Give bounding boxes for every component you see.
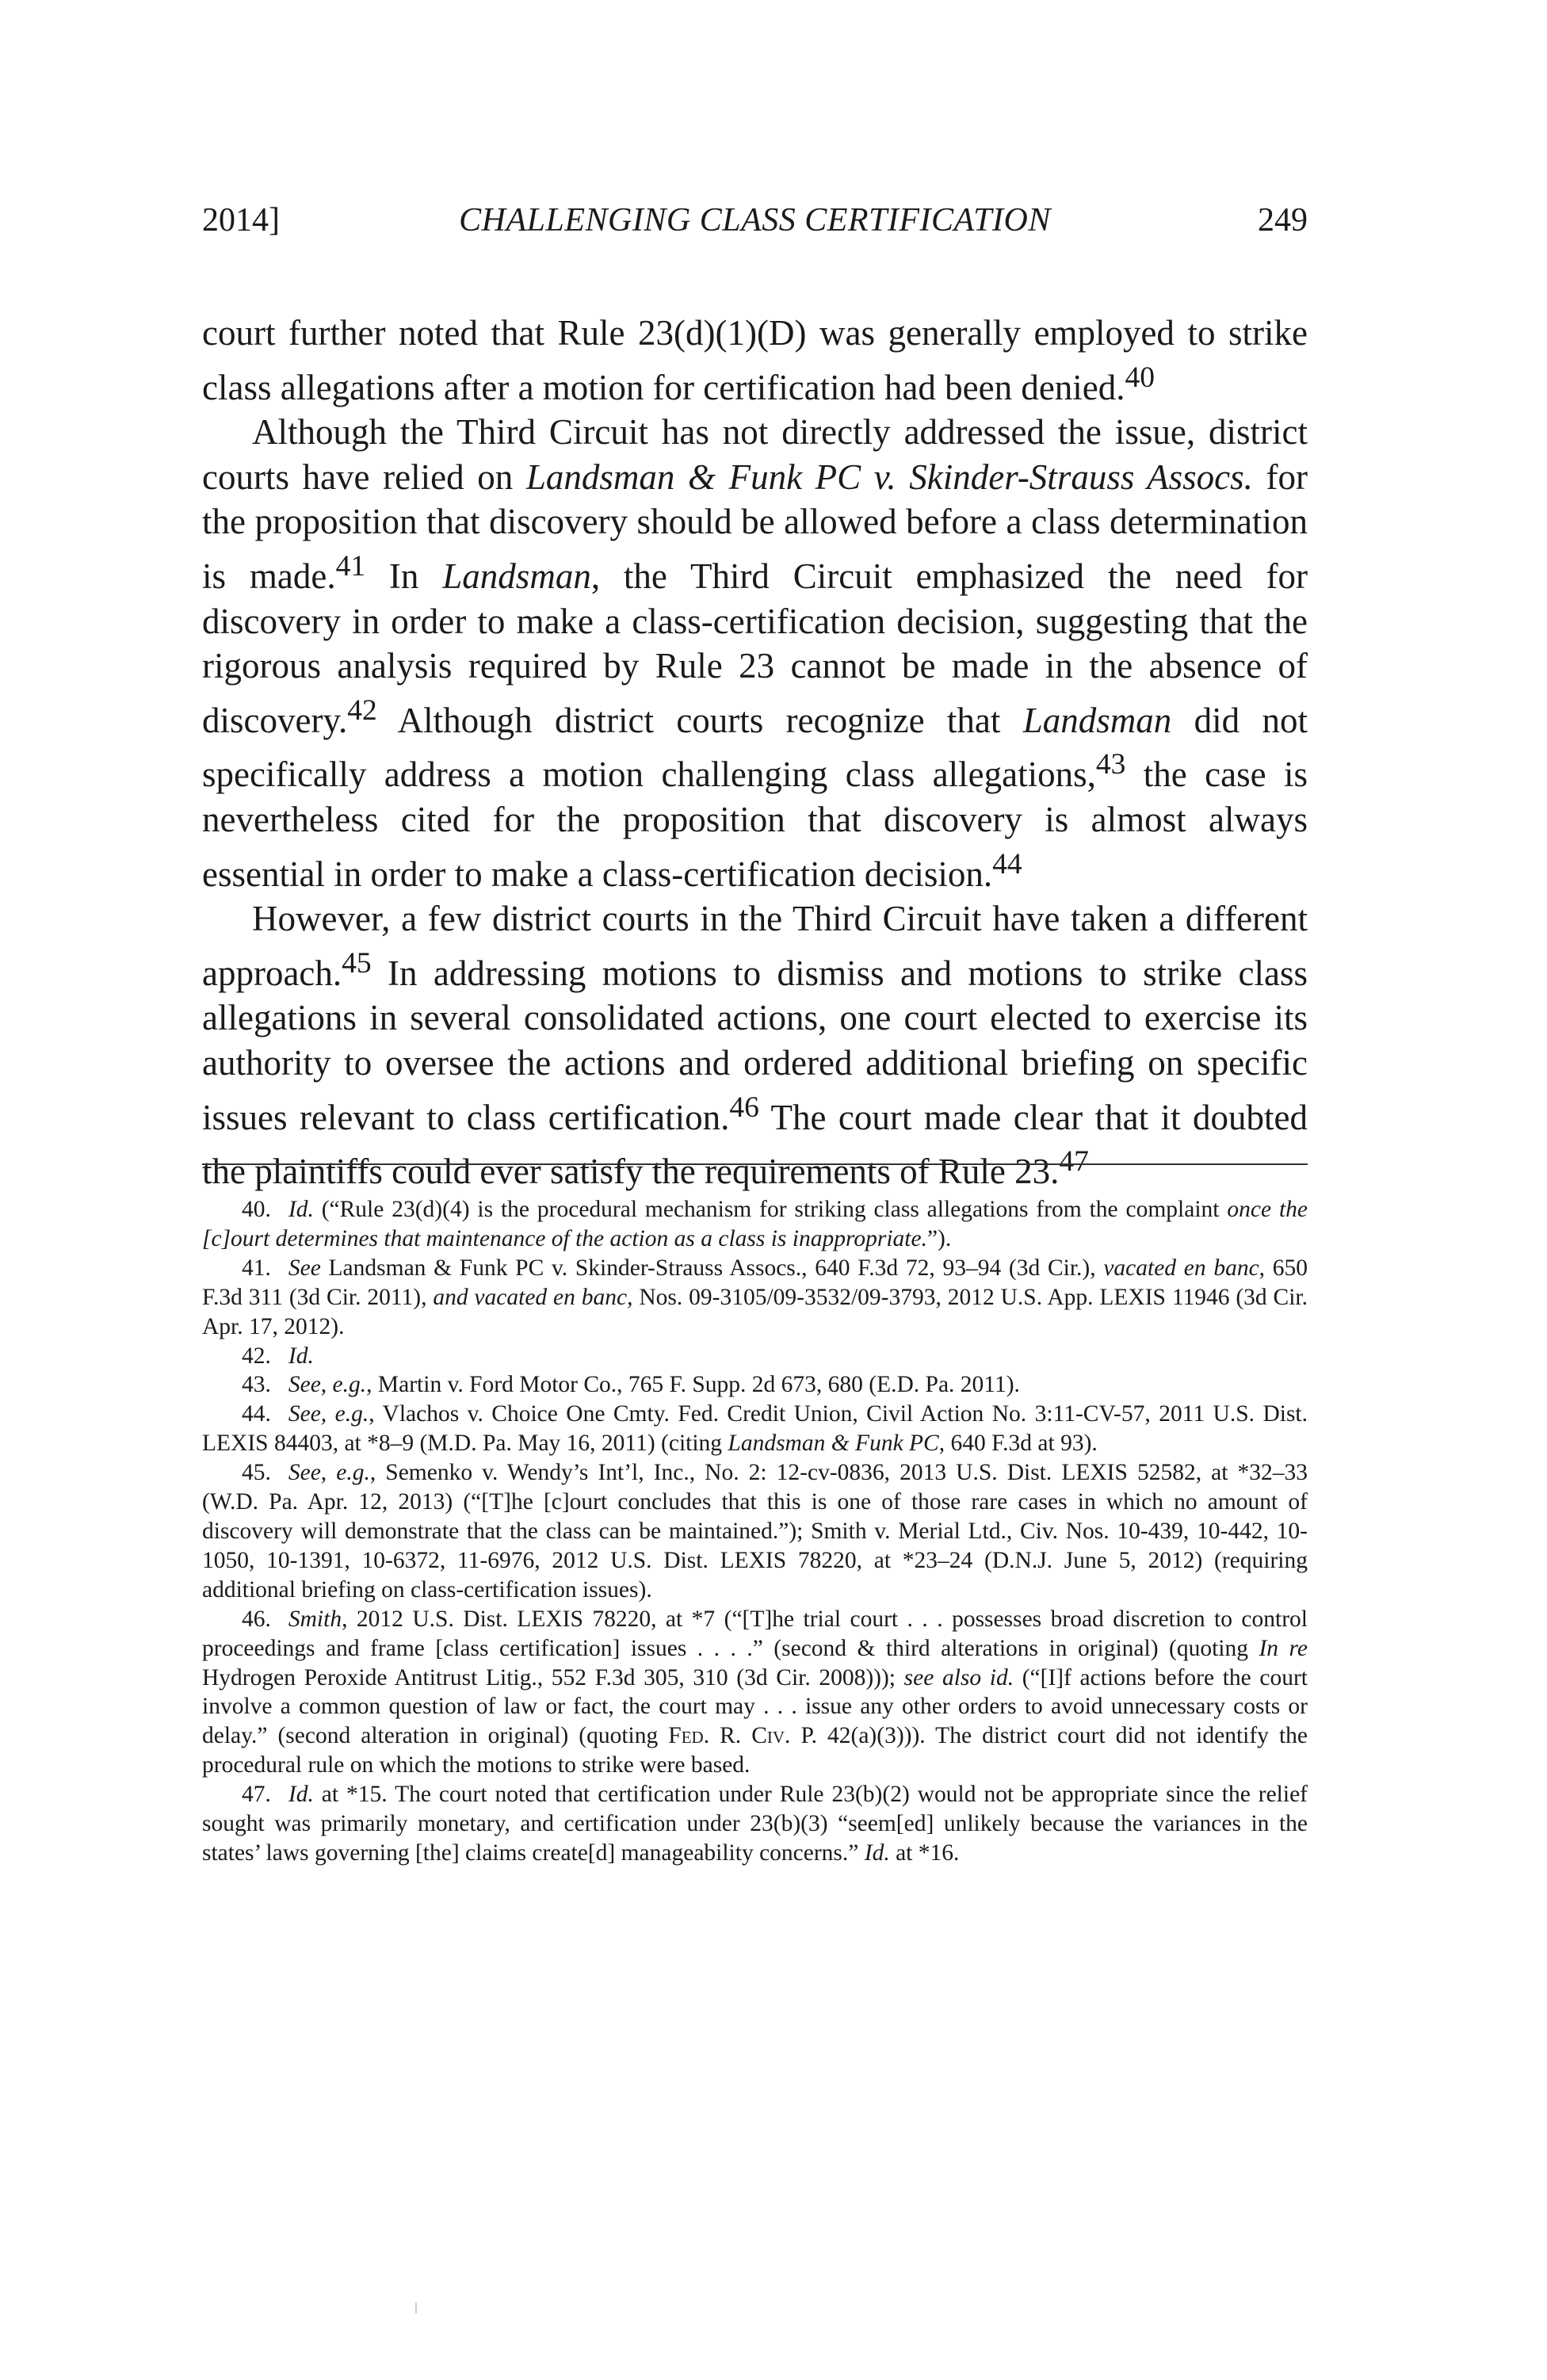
signal: Id. xyxy=(288,1782,314,1808)
footnote-text: at *16. xyxy=(889,1839,960,1866)
footnote-text: (“Rule 23(d)(4) is the procedural mechanism for striking class allegations from the complaint xyxy=(313,1197,1228,1222)
footnote-text: , Vlachos v. Choice One Cmty. Fed. Credit Union, Civil Action No. 3:11-CV-57, 2011 U.S. Dist. LEXIS 84403, at *8–9 (M.D. Pa. May 16, 2011) (citing xyxy=(202,1401,1308,1457)
body-paragraph-2 xyxy=(202,410,1308,896)
footnote-ref-40[interactable]: 40 xyxy=(1125,361,1155,394)
footnote-40 xyxy=(202,1195,1308,1254)
footnote-ref-47[interactable]: 47 xyxy=(1059,1145,1089,1179)
footnote-45 xyxy=(202,1458,1308,1605)
footnote-text: , Martin v. Ford Motor Co., 765 F. Supp. 2d 673, 680 (E.D. Pa. 2011). xyxy=(366,1372,1020,1398)
signal: See, e.g. xyxy=(288,1401,369,1427)
signal: Id. xyxy=(288,1343,314,1369)
footnote-43 xyxy=(202,1370,1308,1400)
case-name: Landsman xyxy=(1022,700,1172,740)
footnote-42 xyxy=(202,1342,1308,1371)
footnote-number: 43. xyxy=(242,1372,271,1398)
case-name: Smith xyxy=(288,1606,342,1632)
footnote-divider xyxy=(202,1163,1308,1165)
footnote-41 xyxy=(202,1254,1308,1342)
footnote-number: 40. xyxy=(242,1197,271,1222)
case-name: In re xyxy=(1259,1635,1308,1661)
body-text xyxy=(202,311,1308,1194)
footnote-ref-46[interactable]: 46 xyxy=(729,1091,759,1124)
header-title: CHALLENGING CLASS CERTIFICATION xyxy=(459,202,1051,239)
paragraph-text: In xyxy=(365,556,443,596)
footnote-number: 41. xyxy=(242,1255,271,1281)
paragraph-text: did not specifically address a motion challenging class allegations, xyxy=(202,700,1308,795)
paragraph-text: Although district courts recognize that xyxy=(376,700,1023,740)
paragraph-text: the case is nevertheless cited for the proposition that discovery is almost always essential in order to make a class-certification decision. xyxy=(202,754,1308,894)
footnote-number: 45. xyxy=(242,1460,271,1486)
paragraph-text: Although the Third Circuit has not directly addressed the issue, district courts have relied on xyxy=(202,412,1308,497)
case-name: Landsman & Funk PC v. Skinder-Strauss Assocs. xyxy=(525,457,1253,497)
footnote-text: at *15. The court noted that certification under Rule 23(b)(2) would not be appropriate since the relief sought was primarily monetary, and certification under 23(b)(3) “seem[ed] unlikely because the variances in the states’ laws governing [the] claims create[d] manageability concerns.” xyxy=(202,1782,1308,1866)
body-paragraph-3 xyxy=(202,896,1308,1194)
footnote-text: , 650 F.3d 311 (3d Cir. 2011), xyxy=(202,1255,1308,1310)
body-paragraph-1 xyxy=(202,311,1308,410)
footnote-text: Hydrogen Peroxide Antitrust Litig., 552 F.3d 305, 310 (3d Cir. 2008))); xyxy=(202,1664,904,1690)
rule-citation: Fed. R. Civ. P. xyxy=(668,1723,817,1749)
footnote-44 xyxy=(202,1400,1308,1458)
emphasis: once the [c]ourt determines that maintenance of the action as a class is inappropriate. xyxy=(202,1197,1308,1251)
paragraph-text: for the proposition that discovery should be allowed before a class determination is made. xyxy=(202,457,1308,596)
footnote-text: , Semenko v. Wendy’s Int’l, Inc., No. 2: 12-cv-0836, 2013 U.S. Dist. LEXIS 52582, at *32–33 (W.D. Pa. Apr. 12, 2013) (“[T]he [c]ourt concludes that this is one of those rare cases in which no amount of discovery will demonstrate that the class can be maintained.”); Smith v. Merial Ltd., Civ. Nos. 10-439, 10-442, 10-1050, 10-1391, 10-6372, 11-6976, 2012 U.S. Dist. LEXIS 78220, at *23–24 (D.N.J. June 5, 2012) (requiring additional briefing on class-certification issues). xyxy=(202,1460,1308,1603)
signal: See, e.g. xyxy=(288,1460,370,1486)
footnote-ref-42[interactable]: 42 xyxy=(347,693,377,727)
page-number: 249 xyxy=(1258,202,1308,239)
footnote-text: , Nos. 09-3105/09-3532/09-3793, 2012 U.S. App. LEXIS 11946 (3d Cir. Apr. 17, 2012). xyxy=(202,1284,1308,1339)
paragraph-text: court further noted that Rule 23(d)(1)(D) was generally employed to strike class allegations after a motion for certification had been denied. xyxy=(202,313,1308,407)
paragraph-text: In addressing motions to dismiss and motions to strike class allegations in several consolidated actions, one court elected to exercise its authority to oversee the actions and ordered additional briefing on specific issues relevant to class certification. xyxy=(202,953,1308,1137)
footnote-text: (“[I]f actions before the court involve a common question of law or fact, the court may . . . issue any other orders to avoid unnecessary costs or delay.” (second alteration in original) (quoting xyxy=(202,1664,1308,1749)
footnote-text: , 640 F.3d at 93). xyxy=(938,1431,1098,1457)
paragraph-text: The court made clear that it doubted the plaintiffs could ever satisfy the requirements of Rule 23. xyxy=(202,1097,1308,1192)
footnote-46 xyxy=(202,1605,1308,1780)
footnote-number: 47. xyxy=(242,1782,271,1808)
footnote-ref-44[interactable]: 44 xyxy=(992,847,1022,881)
footnote-number: 46. xyxy=(242,1606,271,1632)
running-header xyxy=(202,197,1308,244)
footnote-ref-41[interactable]: 41 xyxy=(335,549,366,583)
case-name: Landsman xyxy=(442,556,591,596)
subsequent-history: vacated en banc xyxy=(1103,1255,1259,1281)
signal: see also id. xyxy=(903,1664,1014,1690)
footnote-47 xyxy=(202,1780,1308,1868)
footnotes xyxy=(202,1195,1308,1868)
footnote-text: , 2012 U.S. Dist. LEXIS 78220, at *7 (“[T]he trial court . . . possesses broad discretion to control proceedings and frame [class certification] issues . . . .” (second & third alterations in original) (quoting xyxy=(202,1606,1308,1661)
footnote-ref-45[interactable]: 45 xyxy=(342,946,372,980)
case-name: Landsman & Funk PC xyxy=(728,1431,939,1457)
signal: Id. xyxy=(864,1839,890,1866)
paragraph-text: However, a few district courts in the Third Circuit have taken a different approach. xyxy=(202,899,1308,993)
paragraph-text: , the Third Circuit emphasized the need for discovery in order to make a class-certification decision, suggesting that the rigorous analysis required by Rule 23 cannot be made in the absence of discovery. xyxy=(202,556,1308,740)
signal: See, e.g. xyxy=(288,1372,367,1398)
signal: Id. xyxy=(288,1197,314,1222)
signal: See xyxy=(288,1255,321,1281)
footnote-number: 42. xyxy=(242,1343,271,1369)
subsequent-history: and vacated en banc xyxy=(433,1284,628,1310)
footnote-text: 42(a)(3))). The district court did not identify the procedural rule on which the motions to strike were based. xyxy=(202,1723,1308,1778)
footnote-text: Landsman & Funk PC v. Skinder-Strauss Assocs., 640 F.3d 72, 93–94 (3d Cir.), xyxy=(320,1255,1104,1281)
scan-mark xyxy=(415,2302,417,2313)
footnote-text: ”). xyxy=(926,1225,952,1251)
footnote-ref-43[interactable]: 43 xyxy=(1095,748,1126,781)
header-year: 2014] xyxy=(202,202,280,239)
footnote-number: 44. xyxy=(242,1401,271,1427)
